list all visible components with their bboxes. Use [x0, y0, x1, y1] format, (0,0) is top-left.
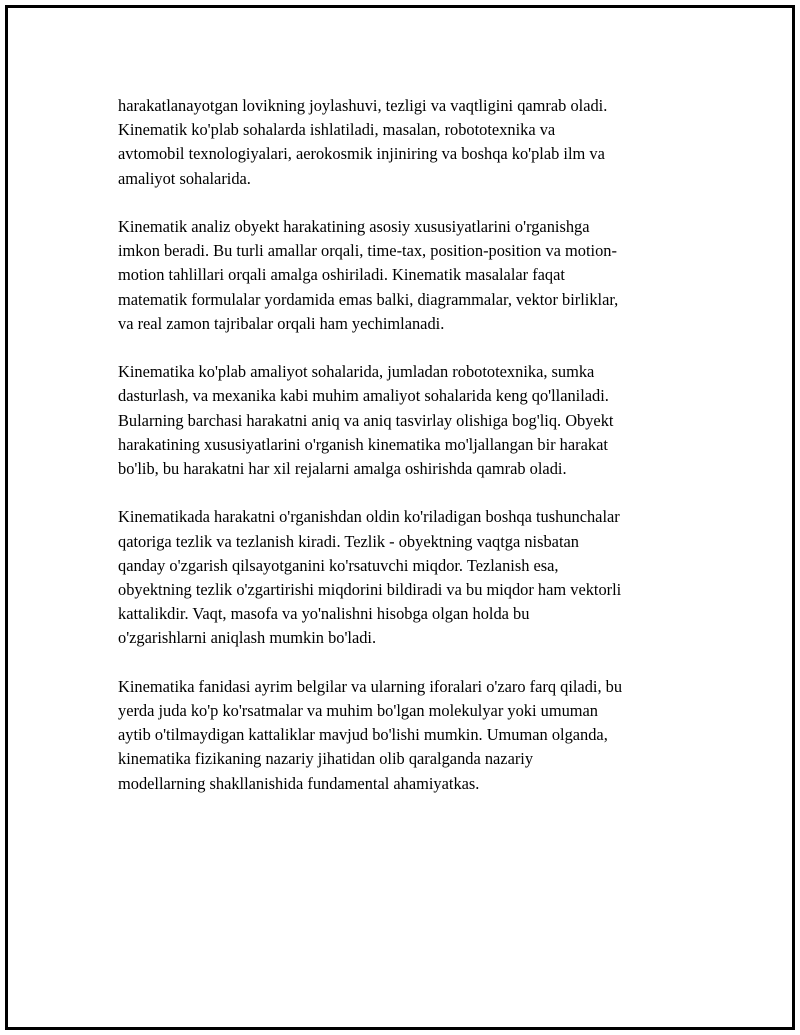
text-line: bo'lib, bu harakatni har xil rejalarni amalga oshirishda qamrab oladi. — [118, 459, 567, 479]
text-line: matematik formulalar yordamida emas balki, diagrammalar, vektor birliklar, — [118, 289, 619, 309]
text-line: kattalikdir. Vaqt, masofa va yo'nalishni hisobga olgan holda bu — [118, 604, 530, 624]
text-line: Kinematikada harakatni o'rganishdan oldin ko'riladigan boshqa tushunchalar — [118, 507, 620, 527]
text-line: harakatlanayotgan lovikning joylashuvi, tezligi va vaqtligini qamrab oladi. — [118, 96, 608, 115]
text-line: amaliyot sohalarida. — [118, 168, 251, 188]
paragraph-1 — [118, 94, 703, 191]
text-line: motion tahlillari orqali amalga oshiriladi. Kinematik masalalar faqat — [118, 265, 565, 285]
text-line: avtomobil texnologiyalari, aerokosmik injiniring va boshqa ko'plab ilm va — [118, 144, 605, 164]
text-line: va real zamon tajribalar orqali ham yechimlanadi. — [118, 313, 445, 333]
text-line: harakatining xususiyatlarini o'rganish kinematika mo'ljallangan bir harakat — [118, 434, 608, 454]
paragraph-4 — [118, 505, 703, 650]
text-line: Kinematika ko'plab amaliyot sohalarida, jumladan robototexnika, sumka — [118, 362, 595, 382]
text-line: Bularning barchasi harakatni aniq va aniq tasvirlay olishiga bog'liq. Obyekt — [118, 410, 614, 430]
text-line: qatoriga tezlik va tezlanish kiradi. Tezlik - obyektning vaqtga nisbatan — [118, 531, 579, 551]
page-frame — [5, 5, 795, 1030]
text-line: imkon beradi. Bu turli amallar orqali, time-tax, position-position va motion- — [118, 241, 617, 261]
paragraph-3 — [118, 360, 703, 481]
text-line: qanday o'zgarish qilsayotganini ko'rsatuvchi miqdor. Tezlanish esa, — [118, 555, 559, 575]
text-line: o'zgarishlarni aniqlash mumkin bo'ladi. — [118, 628, 377, 648]
text-line: Kinematika fanidasi ayrim belgilar va ularning iforalari o'zaro farq qiladi, bu — [118, 676, 623, 696]
text-line: kinematika fizikaning nazariy jihatidan olib qaralganda nazariy — [118, 749, 534, 769]
paragraph-2 — [118, 215, 703, 336]
text-line: yerda juda ko'p ko'rsatmalar va muhim bo'lgan molekulyar yoki umuman — [118, 701, 598, 721]
text-line: Kinematik analiz obyekt harakatining asosiy xususiyatlarini o'rganishga — [118, 217, 590, 236]
text-line: obyektning tezlik o'zgartirishi miqdorini bildiradi va bu miqdor ham vektorli — [118, 580, 622, 600]
text-line: aytib o'tilmaydigan kattaliklar mavjud bo'lishi mumkin. Umuman olganda, — [118, 725, 608, 745]
text-line: dasturlash, va mexanika kabi muhim amaliyot sohalarida keng qo'llaniladi. — [118, 386, 609, 406]
text-line: Kinematik ko'plab sohalarda ishlatiladi, masalan, robototexnika va — [118, 120, 556, 140]
document-body — [118, 94, 703, 820]
text-line: modellarning shakllanishida fundamental ahamiyatkas. — [118, 773, 480, 793]
paragraph-5 — [118, 675, 703, 796]
